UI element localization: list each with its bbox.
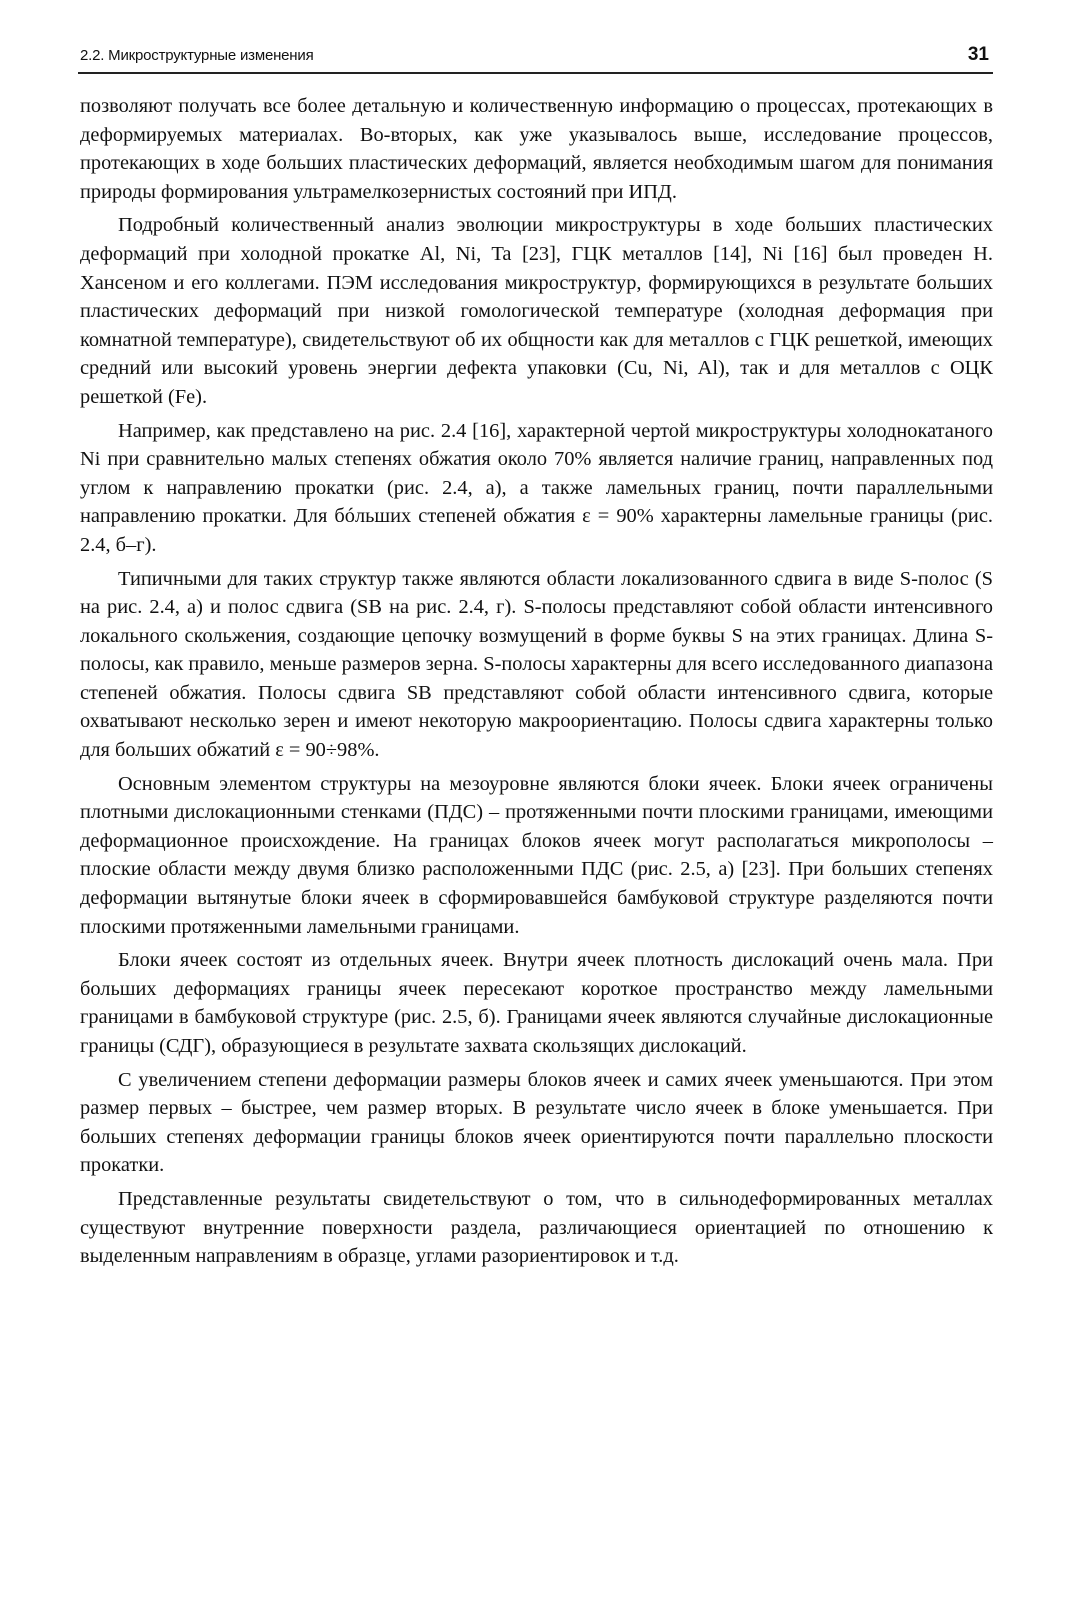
paragraph: позволяют получать все более детальную и количественную информацию о процессах, протекающих в деформируемых материалах. Во-вторых, как уже указывалось выше, исследование процессов, протекающих в ходе больших пластических деформаций, является необходимым шагом для понимания природы формирования ультрамелкозернистых состояний при ИПД. — [80, 95, 993, 203]
paragraph: Основным элементом структуры на мезоуровне являются блоки ячеек. Блоки ячеек ограничены плотными дислокационными стенками (ПДС) – протяженными почти плоскими границами, имеющими деформационное происхождение. На границах блоков ячеек могут располагаться микрополосы – плоские области между двумя близко расположенными ПДС (рис. 2.5, а) [23]. При больших степенях деформации вытянутые блоки ячеек в сформировавшейся бамбуковой структуре разделяются почти плоскими протяженными ламельными границами. — [80, 772, 993, 938]
page-number: 31 — [967, 44, 989, 65]
paragraph: Типичными для таких структур также являются области локализованного сдвига в виде S-полос (S на рис. 2.4, а) и полос сдвига (SB на рис. 2.4, г). S-полосы представляют собой области интенсивного локального скольжения, создающие цепочку возмущений в форме буквы S на этих границах. Длина S-полосы, как правило, меньше размеров зерна. S-полосы характерны для всего исследованного диапазона степеней обжатия. Полосы сдвига SB представляют собой области интенсивного сдвига, которые охватывают несколько зерен и имеют некоторую макроориентацию. Полосы сдвига характерны только для больших обжатий ε = 90÷98%. — [80, 567, 993, 762]
paragraph: Представленные результаты свидетельствуют о том, что в сильнодеформированных металлах существуют внутренние поверхности раздела, различающиеся ориентацией по отношению к выделенным направлениям в образце, углами разориентировок и т.д. — [80, 1187, 993, 1268]
paragraph: Например, как представлено на рис. 2.4 [16], характерной чертой микроструктуры холоднокатаного Ni при сравнительно малых степенях обжатия около 70% является наличие границ, направленных под углом к направлению прокатки (рис. 2.4, а), а также ламельных границ, почти параллельными направлению прокатки. Для бóльших степеней обжатия ε = 90% характерны ламельные границы (рис. 2.4, б–г). — [80, 419, 993, 556]
running-header — [78, 44, 993, 74]
paragraph: Подробный количественный анализ эволюции микроструктуры в ходе больших пластических деформаций при холодной прокатке Al, Ni, Ta [23], ГЦК металлов [14], Ni [16] был проведен Н. Хансеном и его коллегами. ПЭМ исследования микроструктур, формирующихся в результате больших пластических деформаций при низкой гомологической температуре (холодная деформация при комнатной температуре), свидетельствуют об их общности как для металлов с ГЦК решеткой, имеющих средний или высокий уровень энергии дефекта упаковки (Cu, Ni, Al), так и для металлов с ОЦК решеткой (Fe). — [80, 214, 993, 408]
section-title: 2.2. Микроструктурные изменения — [80, 47, 314, 64]
paragraph: С увеличением степени деформации размеры блоков ячеек и самих ячеек уменьшаются. При этом размер первых – быстрее, чем размер вторых. В результате число ячеек в блоке уменьшается. При больших степенях деформации границы блоков ячеек ориентируются почти параллельно плоскости прокатки. — [80, 1068, 993, 1177]
paragraph: Блоки ячеек состоят из отдельных ячеек. Внутри ячеек плотность дислокаций очень мала. При больших деформациях границы ячеек пересекают короткое пространство между ламельными границами в бамбуковой структуре (рис. 2.5, б). Границами ячеек являются случайные дислокационные границы (СДГ), образующиеся в результате захвата скользящих дислокаций. — [80, 949, 993, 1057]
body-text — [80, 92, 993, 1276]
